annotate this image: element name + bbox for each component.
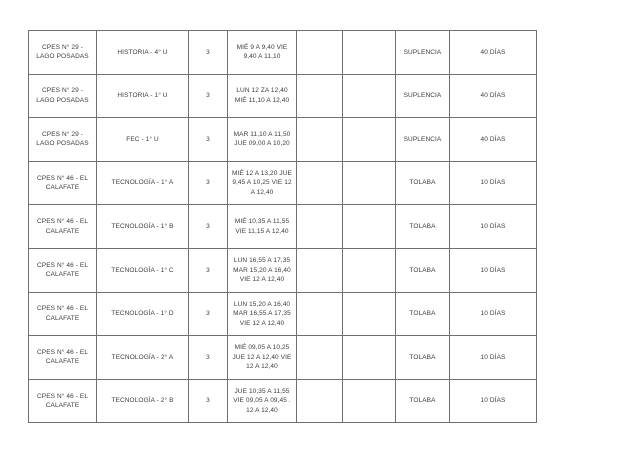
subject-cell: TECNOLOGÍA - 1° C [97,248,189,292]
table-row [29,205,537,249]
schedule-cell: MIÉ 10,35 A 11,55 VIE 11,15 A 12,40 [228,205,297,249]
assignment-cell: TOLABA [396,248,450,292]
schedule-cell: LUN 12 ZA 12,40 MIÉ 11,10 A 12,40 [228,74,297,118]
empty-cell [343,379,396,423]
schedule-cell: MAR 11,10 A 11,50 JUE 09,00 A 10,20 [228,118,297,162]
table-row [29,336,537,380]
duration-cell: 10 DÍAS [450,248,537,292]
school-cell: CPES N° 46 - EL CALAFATE [29,248,97,292]
duration-cell: 10 DÍAS [450,161,537,205]
table-row [29,74,537,118]
duration-cell: 40 DÍAS [450,74,537,118]
subject-cell: HISTORIA - 4° U [97,31,189,75]
empty-cell [343,292,396,336]
school-cell: CPES N° 46 - EL CALAFATE [29,161,97,205]
assignment-cell: SUPLENCIA [396,74,450,118]
school-cell: CPES N° 46 - EL CALAFATE [29,205,97,249]
duration-cell: 40 DÍAS [450,31,537,75]
duration-cell: 10 DÍAS [450,379,537,423]
hours-cell: 3 [189,379,228,423]
schedule-cell: MIÉ 12 A 13,20 JUE 9,45 A 10,25 VIE 12 A 12,40 [228,161,297,205]
school-cell: CPES N° 46 - EL CALAFATE [29,379,97,423]
schedule-cell: MIÉ 9 A 9,40 VIE 9,40 A 11,10 [228,31,297,75]
empty-cell [343,336,396,380]
hours-cell: 3 [189,292,228,336]
empty-cell [343,161,396,205]
table-row [29,31,537,75]
empty-cell [343,31,396,75]
assignment-cell: TOLABA [396,379,450,423]
subject-cell: TECNOLOGÍA - 2° B [97,379,189,423]
table-row [29,118,537,162]
hours-cell: 3 [189,161,228,205]
school-cell: CPES N° 29 - LAGO POSADAS [29,74,97,118]
schedule-cell: JUE 10,35 A 11,55 VIE 09,05 A 09,45 . 12 A 12,40 [228,379,297,423]
duration-cell: 10 DÍAS [450,336,537,380]
assignment-cell: SUPLENCIA [396,31,450,75]
empty-cell [297,118,343,162]
empty-cell [297,292,343,336]
hours-cell: 3 [189,118,228,162]
hours-cell: 3 [189,248,228,292]
school-cell: CPES N° 29 - LAGO POSADAS [29,31,97,75]
table-row [29,161,537,205]
school-cell: CPES N° 46 - EL CALAFATE [29,292,97,336]
hours-cell: 3 [189,31,228,75]
empty-cell [343,74,396,118]
empty-cell [297,74,343,118]
subject-cell: TECNOLOGÍA - 2° A [97,336,189,380]
table-row [29,292,537,336]
school-cell: CPES N° 46 - EL CALAFATE [29,336,97,380]
hours-cell: 3 [189,74,228,118]
empty-cell [343,118,396,162]
assignment-cell: SUPLENCIA [396,118,450,162]
assignment-cell: TOLABA [396,205,450,249]
school-cell: CPES N° 29 - LAGO POSADAS [29,118,97,162]
assignments-table [28,30,537,423]
subject-cell: TECNOLOGÍA - 1° A [97,161,189,205]
empty-cell [297,31,343,75]
subject-cell: FEC - 1° U [97,118,189,162]
duration-cell: 40 DÍAS [450,118,537,162]
hours-cell: 3 [189,336,228,380]
schedule-cell: MIÉ 09,05 A 10,25 JUE 12 A 12,40 VIE 12 A 12,40 [228,336,297,380]
empty-cell [343,205,396,249]
duration-cell: 10 DÍAS [450,292,537,336]
empty-cell [297,379,343,423]
schedule-cell: LUN 15,20 A 16,40 MAR 16,55 A 17,35 VIE 12 A 12,40 [228,292,297,336]
hours-cell: 3 [189,205,228,249]
assignment-cell: TOLABA [396,292,450,336]
empty-cell [297,205,343,249]
subject-cell: TECNOLOGÍA - 1° D [97,292,189,336]
schedule-cell: LUN 16,55 A 17,35 MAR 15,20 A 16,40 VIE 12 A 12,40 [228,248,297,292]
assignment-cell: TOLABA [396,161,450,205]
empty-cell [297,336,343,380]
subject-cell: TECNOLOGÍA - 1° B [97,205,189,249]
empty-cell [297,161,343,205]
assignment-cell: TOLABA [396,336,450,380]
duration-cell: 10 DÍAS [450,205,537,249]
table-row [29,248,537,292]
empty-cell [343,248,396,292]
empty-cell [297,248,343,292]
table-row [29,379,537,423]
subject-cell: HISTORIA - 1° U [97,74,189,118]
